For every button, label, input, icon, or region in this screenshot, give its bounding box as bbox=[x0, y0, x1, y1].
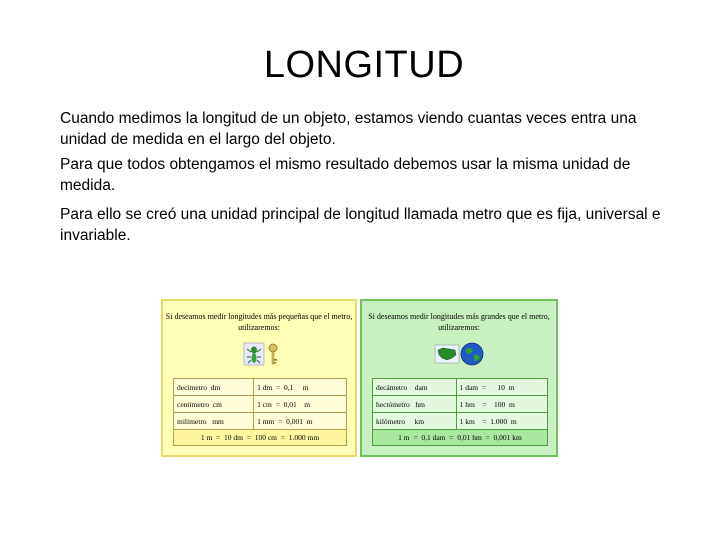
paragraph-1: Cuando medimos la longitud de un objeto, estamos viendo cuantas veces entra una unidad de medida en el largo del objeto. bbox=[60, 110, 637, 148]
unit-name: hectómetro hm bbox=[373, 396, 457, 413]
paragraph-3: Para ello se creó una unidad principal de longitud llamada metro que es fija, universal e invariable. bbox=[60, 206, 661, 244]
small-units-table bbox=[173, 378, 347, 446]
globe-icon bbox=[461, 343, 483, 365]
small-units-intro: Si deseamos medir longitudes más pequeñas que el metro, utilizaremos: bbox=[165, 312, 353, 332]
unit-conversion: 1 km = 1.000 m bbox=[456, 413, 547, 430]
map-icon bbox=[435, 345, 459, 363]
unit-conversion: 1 mm = 0,001 m bbox=[254, 413, 347, 430]
insect-icon bbox=[244, 343, 264, 365]
unit-name: decámetro dam bbox=[373, 379, 457, 396]
table-row bbox=[373, 413, 548, 430]
unit-conversion: 1 dm = 0,1 m bbox=[254, 379, 347, 396]
summary-equation: 1 m = 10 dm = 100 cm = 1.000 mm bbox=[174, 430, 347, 446]
slide-title: LONGITUD bbox=[263, 44, 465, 86]
unit-conversion: 1 cm = 0,01 m bbox=[254, 396, 347, 413]
large-units-panel bbox=[360, 299, 558, 457]
unit-conversion: 1 hm = 100 m bbox=[456, 396, 547, 413]
key-icon bbox=[269, 344, 277, 364]
large-units-table bbox=[372, 378, 548, 446]
unit-name: centímetro cm bbox=[174, 396, 254, 413]
table-row bbox=[174, 379, 347, 396]
unit-name: decímetro dm bbox=[174, 379, 254, 396]
unit-name: kilómetro km bbox=[373, 413, 457, 430]
table-row bbox=[373, 396, 548, 413]
table-row bbox=[174, 413, 347, 430]
summary-row bbox=[174, 430, 347, 446]
unit-name: milímetro mm bbox=[174, 413, 254, 430]
table-row bbox=[174, 396, 347, 413]
large-units-intro: Si deseamos medir longitudes más grandes que el metro, utilizaremos: bbox=[368, 312, 550, 332]
small-units-panel bbox=[161, 299, 357, 457]
summary-row bbox=[373, 430, 548, 446]
summary-equation: 1 m = 0,1 dam = 0,01 hm = 0,001 km bbox=[373, 430, 548, 446]
insect-and-key-icon bbox=[233, 341, 285, 367]
table-row bbox=[373, 379, 548, 396]
paragraph-2: Para que todos obtengamos el mismo resultado debemos usar la misma unidad de medida. bbox=[60, 156, 631, 194]
map-and-globe-icon bbox=[433, 341, 485, 367]
unit-conversion: 1 dam = 10 m bbox=[456, 379, 547, 396]
